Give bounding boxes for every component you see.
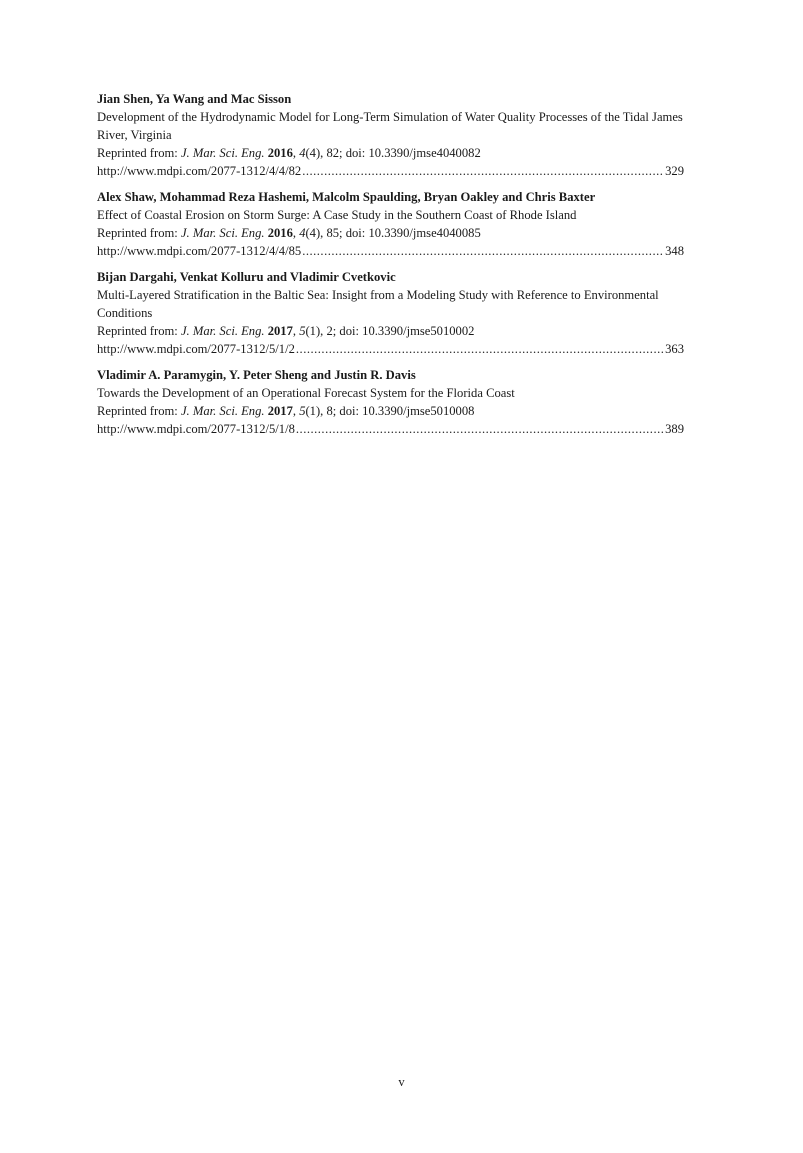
publication-year: 2017 (267, 404, 293, 418)
entry-reprint-info: Reprinted from: J. Mar. Sci. Eng. 2017, 5(1), 8; doi: 10.3390/jmse5010008 (97, 404, 475, 418)
issue-and-doi: (1), 2; doi: 10.3390/jmse5010002 (305, 324, 475, 338)
toc-entry (97, 366, 684, 438)
entry-reprint-info: Reprinted from: J. Mar. Sci. Eng. 2017, 5(1), 2; doi: 10.3390/jmse5010002 (97, 324, 475, 338)
entry-url-line (97, 420, 684, 438)
entry-page-number: 389 (665, 422, 684, 436)
toc-entry (97, 90, 684, 180)
publication-year: 2016 (267, 146, 293, 160)
entry-title: Effect of Coastal Erosion on Storm Surge: A Case Study in the Southern Coast of Rhode Island (97, 208, 577, 222)
volume-number: 4 (299, 226, 306, 240)
entry-url-line (97, 162, 684, 180)
entry-reprint-info: Reprinted from: J. Mar. Sci. Eng. 2016, 4(4), 82; doi: 10.3390/jmse4040082 (97, 146, 481, 160)
reprint-prefix: Reprinted from: (97, 226, 181, 240)
toc-entry (97, 188, 684, 260)
publication-year: 2016 (267, 226, 293, 240)
volume-number: 5 (299, 404, 306, 418)
reprint-prefix: Reprinted from: (97, 404, 181, 418)
journal-name: J. Mar. Sci. Eng. (180, 226, 265, 240)
dot-leader (302, 162, 664, 180)
reprint-prefix: Reprinted from: (97, 146, 181, 160)
entry-authors: Bijan Dargahi, Venkat Kolluru and Vladimir Cvetkovic (97, 270, 396, 284)
publication-year: 2017 (267, 324, 293, 338)
page-number: v (398, 1075, 405, 1089)
entry-url-line (97, 242, 684, 260)
entry-title: Development of the Hydrodynamic Model for Long-Term Simulation of Water Quality Processes of the Tidal James River, Virginia (97, 110, 683, 142)
journal-name: J. Mar. Sci. Eng. (180, 324, 265, 338)
entry-title: Towards the Development of an Operational Forecast System for the Florida Coast (97, 386, 515, 400)
entry-page-number: 363 (665, 342, 684, 356)
entry-url-link[interactable]: http://www.mdpi.com/2077-1312/4/4/85 (97, 244, 302, 258)
dot-leader (296, 340, 664, 358)
entry-url-line (97, 340, 684, 358)
issue-and-doi: (4), 85; doi: 10.3390/jmse4040085 (305, 226, 481, 240)
issue-and-doi: (1), 8; doi: 10.3390/jmse5010008 (305, 404, 475, 418)
reprint-prefix: Reprinted from: (97, 324, 181, 338)
dot-leader (296, 420, 664, 438)
dot-leader (302, 242, 664, 260)
entry-page-number: 329 (665, 164, 684, 178)
table-of-contents (97, 90, 684, 446)
volume-number: 5 (299, 324, 306, 338)
entry-title: Multi-Layered Stratification in the Baltic Sea: Insight from a Modeling Study with Reference to Environmental Conditions (97, 288, 659, 320)
entry-url-link[interactable]: http://www.mdpi.com/2077-1312/5/1/2 (97, 342, 295, 356)
entry-authors: Alex Shaw, Mohammad Reza Hashemi, Malcolm Spaulding, Bryan Oakley and Chris Baxter (97, 190, 596, 204)
entry-reprint-info: Reprinted from: J. Mar. Sci. Eng. 2016, 4(4), 85; doi: 10.3390/jmse4040085 (97, 226, 481, 240)
entry-authors: Vladimir A. Paramygin, Y. Peter Sheng and Justin R. Davis (97, 368, 416, 382)
journal-name: J. Mar. Sci. Eng. (180, 146, 265, 160)
issue-and-doi: (4), 82; doi: 10.3390/jmse4040082 (305, 146, 481, 160)
volume-number: 4 (299, 146, 306, 160)
entry-url-link[interactable]: http://www.mdpi.com/2077-1312/5/1/8 (97, 422, 295, 436)
entry-authors: Jian Shen, Ya Wang and Mac Sisson (97, 92, 292, 106)
journal-name: J. Mar. Sci. Eng. (180, 404, 265, 418)
toc-entry (97, 268, 684, 358)
entry-page-number: 348 (665, 244, 684, 258)
entry-url-link[interactable]: http://www.mdpi.com/2077-1312/4/4/82 (97, 164, 302, 178)
